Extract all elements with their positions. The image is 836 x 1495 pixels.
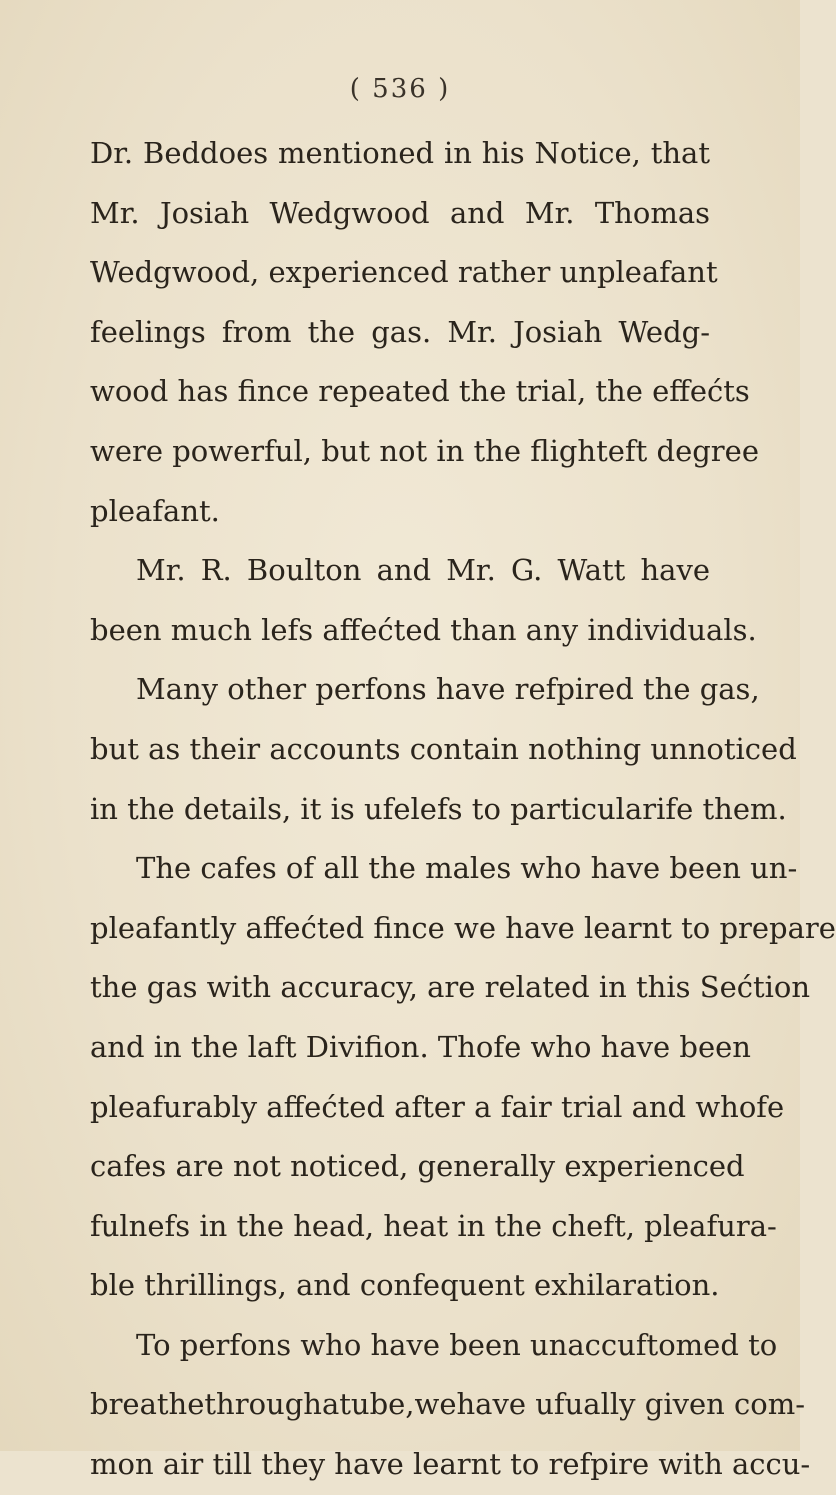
paragraph-start-line: Many other perfons have refpired the gas, [136, 672, 760, 707]
paragraph-start-line: The cafes of all the males who have been un- [136, 851, 798, 886]
paragraph-start-line: To perfons who have been unaccuftomed to [136, 1327, 778, 1362]
text-line: Dr. Beddoes mentioned in his Notice, that [90, 136, 710, 170]
text-line: Mr. Josiah Wedgwood and Mr. Thomas [90, 195, 710, 230]
text-line: breathethroughatube,wehave ufually given com- [90, 1387, 806, 1422]
text-line: Wedgwood, experienced rather unpleafant [90, 255, 718, 290]
text-line: feelings from the gas. Mr. Josiah Wedg- [90, 314, 710, 349]
page-number: ( 536 ) [349, 74, 451, 104]
text-line: ble thrillings, and confequent exhilaration. [90, 1268, 720, 1303]
text-line: fulnefs in the head, heat in the cheft, pleafura- [90, 1208, 777, 1243]
text-line: pleafurably affećted after a fair trial and whofe [90, 1089, 785, 1124]
text-line: were powerful, but not in the flighteft degree [90, 433, 759, 468]
text-line: pleafant. [90, 493, 220, 528]
text-line: wood has fince repeated the trial, the effećts [90, 374, 750, 409]
text-line: mon air till they have learnt to refpire with accu- [90, 1447, 811, 1482]
text-line: been much lefs affećted than any individuals. [90, 612, 757, 647]
text-line: in the details, it is ufelefs to particularife them. [90, 791, 787, 826]
text-line: the gas with accuracy, are related in this Sećtion [90, 970, 811, 1005]
text-line: cafes are not noticed, generally experienced [90, 1149, 745, 1184]
paragraph-start-line: Mr. R. Boulton and Mr. G. Watt have [136, 553, 710, 588]
text-line: pleafantly affećted fince we have learnt to prepare [90, 910, 836, 945]
text-line: but as their accounts contain nothing unnoticed [90, 731, 797, 766]
text-line: and in the laft Divifion. Thofe who have been [90, 1029, 751, 1064]
body-text [90, 124, 836, 1495]
